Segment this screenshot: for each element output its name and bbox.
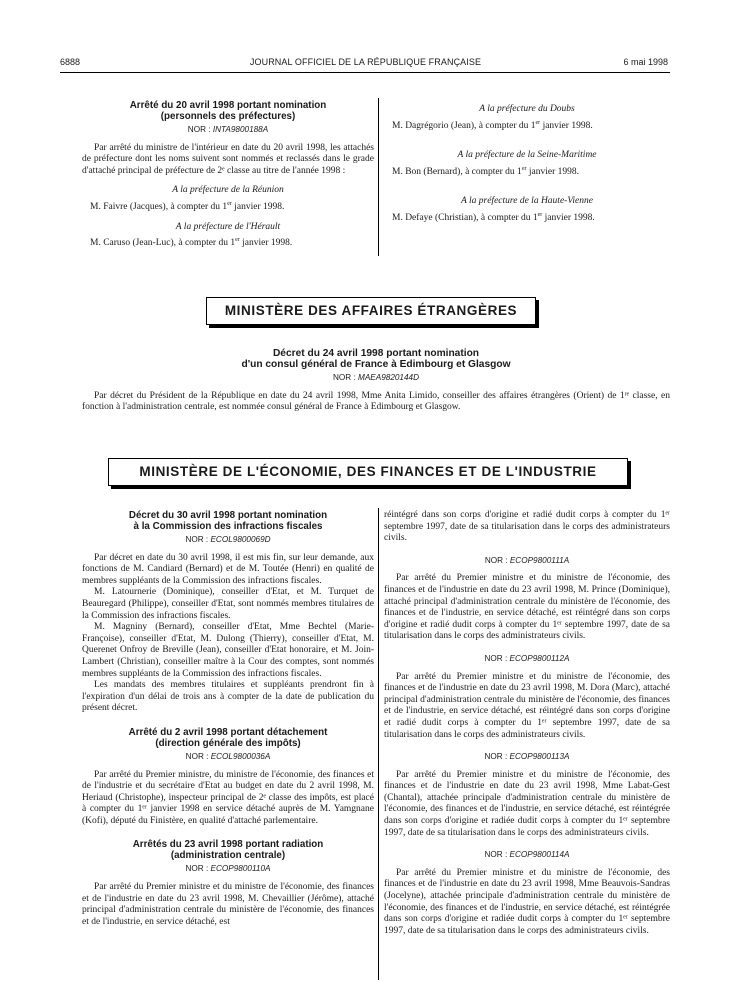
decree-body: Par arrêté du Premier ministre et du ministre de l'économie, des finances et de l'industrie en date du 23 avril 1998, Mme Beauvois-Sandras (Jocelyne), attachée principale d'administration centrale du ministère de l'économie, des finances et de l'industrie, en service détaché, est réintégrée dans son corps d'origine et radiée dudit corps à compter du 1ᵉʳ septembre 1997, date de sa titularisation dans le corps des administrateurs civils. <box>384 867 670 936</box>
appointment-line: M. Faivre (Jacques), à compter du 1er janvier 1998. <box>90 200 285 212</box>
column-divider-bottom <box>378 508 379 980</box>
nor-reference: NOR : ECOL9800036A <box>185 751 271 761</box>
running-header <box>0 57 731 73</box>
nor-reference: NOR : ECOP9800113A <box>484 752 570 762</box>
decree-body: Par arrêté du Premier ministre et du ministre de l'économie, des finances et de l'industrie en date du 23 avril 1998, Mme Labat-Gest (Chantal), attachée principale d'administration centrale du ministère de l'économie, des finances et de l'industrie, en service détaché, est réintégrée dans son corps d'origine et radiée dudit corps à compter du 1ᵉʳ septembre 1997, date de sa titularisation dans le corps des administrateurs civils. <box>384 769 670 838</box>
nor-reference: NOR : ECOL9800069D <box>185 535 271 544</box>
prefecture-heading: A la préfecture de la Seine-Maritime <box>457 150 597 161</box>
decree-subtitle: à la Commission des infractions fiscales <box>133 521 323 532</box>
prefecture-heading: A la préfecture de la Haute-Vienne <box>461 196 593 207</box>
decree-body: Par arrêté du Premier ministre et du ministre de l'économie, des finances et de l'industrie en date du 23 avril 1998, M. Chevaillier (Jérôme), attaché principal d'administration centrale du ministère de l'économie, des finances et de l'industrie, en service détaché, est <box>82 882 374 927</box>
section-economy-left <box>82 510 374 928</box>
decree-subtitle: (administration centrale) <box>170 850 286 862</box>
ministry-heading: MINISTÈRE DE L'ÉCONOMIE, DES FINANCES ET DE L'INDUSTRIE <box>108 458 628 486</box>
prefecture-heading: A la préfecture du Doubs <box>479 104 575 114</box>
appointment-line: M. Caruso (Jean-Luc), à compter du 1er janvier 1998. <box>90 237 293 249</box>
decree-subtitle: (direction générale des impôts) <box>155 737 301 749</box>
decree-body: Par arrêté du Premier ministre, du ministre de l'économie, des finances et de l'industrie et du secrétaire d'Etat au budget en date du 2 avril 1998, M. Heriaud (Christophe), inspecteur principal de 2ᵉ classe des impôts, est placé à compter du 1ᵉʳ janvier 1998 en service détaché auprès de M. Yamgnane (Kofi), député du Finistère, en qualité d'attaché parlementaire. <box>82 769 374 826</box>
decree-paragraph: M. Magniny (Bernard), conseiller d'Etat, Mme Bechtel (Marie-Françoise), conseiller d'Etat, M. Dulong (Thierry), conseiller d'Etat, M. Querenet Onfroy de Breville (Jean), conseiller d'Etat honoraire, et M. Join-Lambert (Christian), conseiller maître à la Cour des comptes, sont nommés membres suppléants de la Commission des infractions fiscales. <box>82 622 374 679</box>
nor-reference: NOR : INTA9800188A <box>187 125 269 134</box>
decree-title: Arrêté du 2 avril 1998 portant détachement <box>128 726 328 738</box>
nor-reference: NOR : ECOP9800111A <box>484 555 570 565</box>
decree-subtitle: d'un consul général de France à Edimbourg et Glasgow <box>241 359 511 370</box>
decree-paragraph: Les mandats des membres titulaires et suppléants prendront fin à l'expiration d'un délai de trois ans à compter de la date de publication du présent décret. <box>82 680 374 714</box>
decree-subtitle: (personnels des préfectures) <box>160 111 296 122</box>
section-prefectures-left <box>82 100 374 250</box>
nor-reference: NOR : MAEA9820144D <box>332 373 420 382</box>
decree-body: Par arrêté du ministre de l'intérieur en date du 20 avril 1998, les attachés de préfecture dont les noms suivent sont nommés et reclassés dans le grade d'attaché principal de préfecture de 2ᵉ classe au titre de l'année 1998 : <box>82 142 374 176</box>
header-rule <box>60 72 670 73</box>
ministry-heading: MINISTÈRE DES AFFAIRES ÉTRANGÈRES <box>206 297 536 325</box>
prefecture-heading: A la préfecture de l'Hérault <box>175 221 281 232</box>
section-prefectures-right <box>384 100 670 225</box>
decree-body: Par arrêté du Premier ministre et du ministre de l'économie, des finances et de l'industrie en date du 23 avril 1998, M. Dora (Marc), attaché principal d'administration centrale du ministère de l'économie, des finances et de l'industrie, en service détaché, est réintégré dans son corps d'origine et radié dudit corps à compter du 1ᵉʳ septembre 1997, date de sa titularisation dans le corps des administrateurs civils. <box>384 671 670 740</box>
decree-title: Arrêté du 20 avril 1998 portant nomination <box>129 100 327 111</box>
prefecture-heading: A la préfecture de la Réunion <box>172 185 284 196</box>
decree-paragraph: Par décret en date du 30 avril 1998, il est mis fin, sur leur demande, aux fonctions de M. Candiard (Bernard) et de M. Toutée (Henri) en qualité de membres suppléants de la Commission des infractions fiscales. <box>82 552 374 586</box>
appointment-line: M. Dagrégorio (Jean), à compter du 1er janvier 1998. <box>392 119 593 131</box>
decree-body-continued: réintégré dans son corps d'origine et radié dudit corps à compter du 1ᵉʳ septembre 1997, date de sa titularisation dans le corps des administrateurs civils. <box>384 510 670 544</box>
issue-date: 6 mai 1998 <box>623 57 668 67</box>
decree-body: Par arrêté du Premier ministre et du ministre de l'économie, des finances et de l'industrie en date du 23 avril 1998, M. Prince (Dominique), attaché principal d'administration centrale du ministère de l'économie, des finances et de l'industrie, en service détaché, est réintégré dans son corps d'origine et radié dudit corps à compter du 1ᵉʳ septembre 1997, date de sa titularisation dans le corps des administrateurs civils. <box>384 573 670 642</box>
decree-title: Arrêtés du 23 avril 1998 portant radiation <box>132 839 324 851</box>
nor-reference: NOR : ECOP9800112A <box>484 653 570 663</box>
journal-title: JOURNAL OFFICIEL DE LA RÉPUBLIQUE FRANÇAISE <box>249 57 482 67</box>
page-number: 6888 <box>60 57 81 67</box>
column-divider-top <box>378 98 379 256</box>
section-economy-right <box>384 510 670 937</box>
decree-body: Par décret du Président de la République en date du 24 avril 1998, Mme Anita Limido, conseiller des affaires étrangères (Orient) de 1ʳᵉ classe, en fonction à l'administration centrale, est nommée consul général de France à Edimbourg et Glasgow. <box>82 390 670 413</box>
nor-reference: NOR : ECOP9800114A <box>484 850 570 860</box>
appointment-line: M. Bon (Bernard), à compter du 1er janvier 1998. <box>392 165 579 177</box>
appointment-line: M. Defaye (Christian), à compter du 1er janvier 1998. <box>392 211 595 223</box>
decree-paragraph: M. Latournerie (Dominique), conseiller d'Etat, et M. Turquet de Beauregard (Philippe), conseiller d'Etat, sont nommés membres titulaires de la Commission des infractions fiscales. <box>82 587 374 621</box>
decree-title: Décret du 24 avril 1998 portant nomination <box>272 348 480 359</box>
decree-title: Décret du 30 avril 1998 portant nomination <box>128 510 328 521</box>
section-consul <box>82 348 670 414</box>
nor-reference: NOR : ECOP9800110A <box>185 864 271 874</box>
